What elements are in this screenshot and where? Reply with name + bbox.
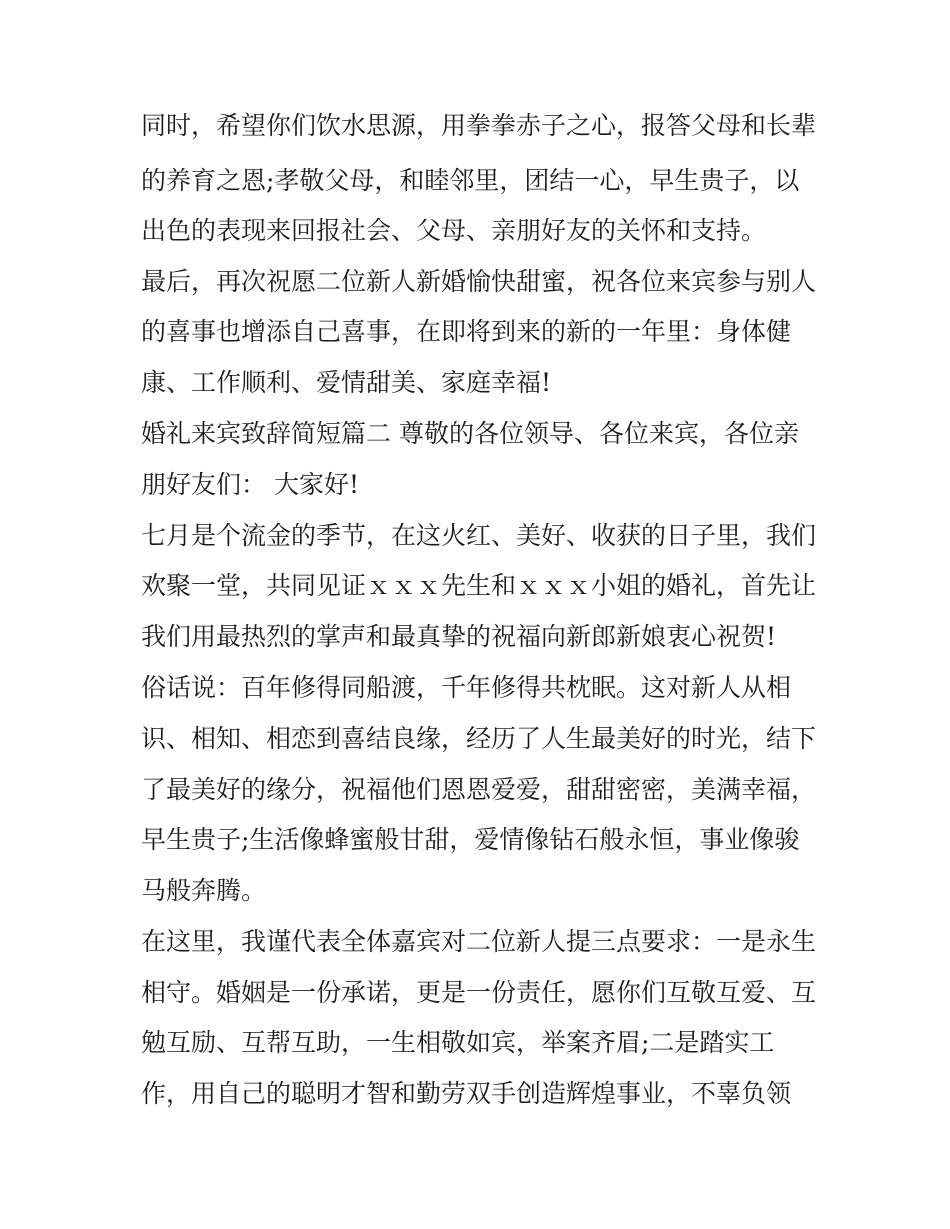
text-line: 我们用最热烈的掌声和最真挚的祝福向新郎新娘衷心祝贺! — [141, 622, 777, 651]
text-line: 俗话说：百年修得同船渡，千年修得共枕眠。这对新人从相 — [141, 673, 792, 702]
text-line: 的养育之恩;孝敬父母，和睦邻里，团结一心，早生贵子，以 — [141, 166, 800, 195]
text-line: 作，用自己的聪明才智和勤劳双手创造辉煌事业，不辜负领 — [141, 1079, 792, 1108]
text-line: 在这里，我谨代表全体嘉宾对二位新人提三点要求：一是永生 — [141, 927, 817, 956]
text-line: 马般奔腾。 — [141, 876, 267, 905]
text-line: 早生贵子;生活像蜂蜜般甘甜，爱情像钻石般永恒，事业像骏 — [141, 825, 800, 854]
text-line: 相守。婚姻是一份承诺，更是一份责任，愿你们互敬互爱、互 — [141, 978, 817, 1007]
text-line: 识、相知、相恋到喜结良缘，经历了人生最美好的时光，结下 — [141, 724, 817, 753]
text-line: 同时，希望你们饮水思源，用拳拳赤子之心，报答父母和长辈 — [141, 111, 817, 140]
text-line: 了最美好的缘分，祝福他们恩恩爱爱，甜甜密密，美满幸福， — [141, 775, 817, 804]
text-line: 最后，再次祝愿二位新人新婚愉快甜蜜，祝各位来宾参与别人 — [141, 267, 817, 296]
text-line: 七月是个流金的季节，在这火红、美好、收获的日子里，我们 — [141, 521, 817, 550]
text-line: 康、工作顺利、爱情甜美、家庭幸福! — [141, 368, 552, 397]
text-line: 的喜事也增添自己喜事，在即将到来的新的一年里：身体健 — [141, 317, 792, 346]
text-line: 出色的表现来回报社会、父母、亲朋好友的关怀和支持。 — [141, 216, 767, 245]
text-line: 勉互励、互帮互助，一生相敬如宾，举案齐眉;二是踏实工 — [141, 1028, 775, 1057]
text-line: 婚礼来宾致辞简短篇二 尊敬的各位领导、各位来宾，各位亲 — [141, 419, 799, 448]
text-line: 朋好友们： 大家好! — [141, 470, 359, 499]
text-line: 欢聚一堂，共同见证ｘｘｘ先生和ｘｘｘ小姐的婚礼，首先让 — [141, 571, 817, 600]
